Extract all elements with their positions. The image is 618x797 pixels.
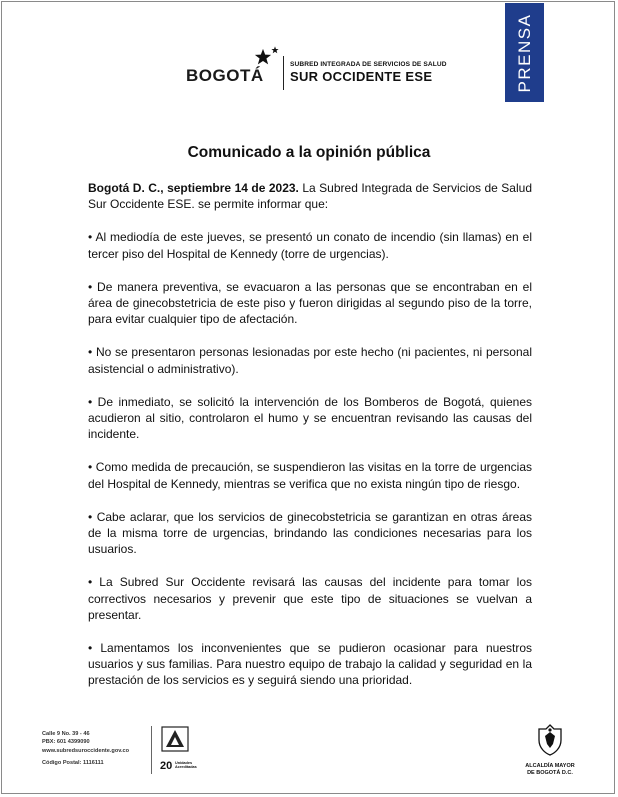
document-title: Comunicado a la opinión pública (187, 144, 431, 161)
bullet-paragraph: • La Subred Sur Occidente revisará las causas del incidente para tomar los correctivos necesarios y prevenir que este tipo de situaciones se vuelvan a presentar. (88, 575, 532, 622)
bullet-paragraph: • Lamentamos los inconvenientes que se pudieron ocasionar para nuestros usuarios y sus familias. Para nuestro equipo de trabajo la calidad y seguridad en la prestación de los servicios es y seguirá siendo una prioridad. (88, 641, 532, 688)
bogota-logo-word: BOGOTÁ (186, 66, 264, 85)
document-page (1, 1, 615, 794)
alcaldia-line1: ALCALDÍA MAYOR (525, 763, 575, 769)
footer-divider (151, 726, 152, 774)
bullet-paragraph: • De manera preventiva, se evacuaron a las personas que se encontraban en el área de ginecobstetricia de este piso y fueron dirigidas al segundo piso de la torre, para evitar cualquier tipo de afectación. (88, 279, 532, 327)
footer-website: www.subredsuroccidente.gov.co (42, 747, 130, 754)
intro-date: Bogotá D. C., septiembre 14 de 2023. (88, 181, 299, 195)
intro-paragraph (88, 180, 532, 212)
bullet-paragraph: • De inmediato, se solicitó la intervención de los Bomberos de Bogotá, quienes acudieron al sitio, controlaron el humo y se encuentran revisando las causas del incidente. (88, 394, 532, 442)
alcaldia-logo (518, 724, 582, 776)
subred-name-line1: SUBRED INTEGRADA DE SERVICIOS DE SALUD (290, 61, 447, 68)
logo-divider (283, 56, 284, 90)
accreditation-count: 20 (160, 760, 173, 772)
coat-of-arms-icon (535, 724, 565, 756)
accreditation-icon (161, 726, 189, 752)
small-star-icon (271, 46, 279, 54)
document-body (88, 180, 532, 706)
footer-address: Calle 9 No. 39 - 46 (42, 731, 90, 737)
bullet-paragraph: • Como medida de precaución, se suspendieron las visitas en la torre de urgencias del Hospital de Kennedy, mientras se verifica que no exista ningún tipo de riesgo. (88, 460, 532, 491)
alcaldia-line2: DE BOGOTÁ D.C. (527, 769, 573, 776)
prensa-section-band (505, 3, 544, 102)
bullet-paragraph: • Al mediodía de este jueves, se presentó un conato de incendio (sin llamas) en el tercer piso del Hospital de Kennedy (torre de urgencias). (88, 230, 532, 261)
footer-contact (42, 730, 129, 768)
bullet-paragraph: • No se presentaron personas lesionadas por este hecho (ni pacientes, ni personal asistencial o administrativo). (88, 345, 532, 376)
star-icon (254, 48, 272, 66)
accreditation-badge (158, 726, 197, 776)
footer-pbx: PBX: 601 4399090 (42, 739, 90, 746)
intro-text: La Subred Integrada de Servicios de Salud Sur Occidente ESE. se permite informar que: (88, 181, 532, 212)
accreditation-caption: Unidades Acreditadas (175, 761, 197, 770)
subred-name-line2: SUR OCCIDENTE ESE (290, 69, 433, 84)
prensa-label: PRENSA (514, 13, 534, 92)
bullet-paragraph: • Cabe aclarar, que los servicios de ginecobstetricia se garantizan en otras áreas de la misma torre de urgencias, brindando las condiciones necesarias para los usuarios. (88, 509, 532, 557)
footer-postal: Código Postal: 1116111 (42, 760, 104, 767)
